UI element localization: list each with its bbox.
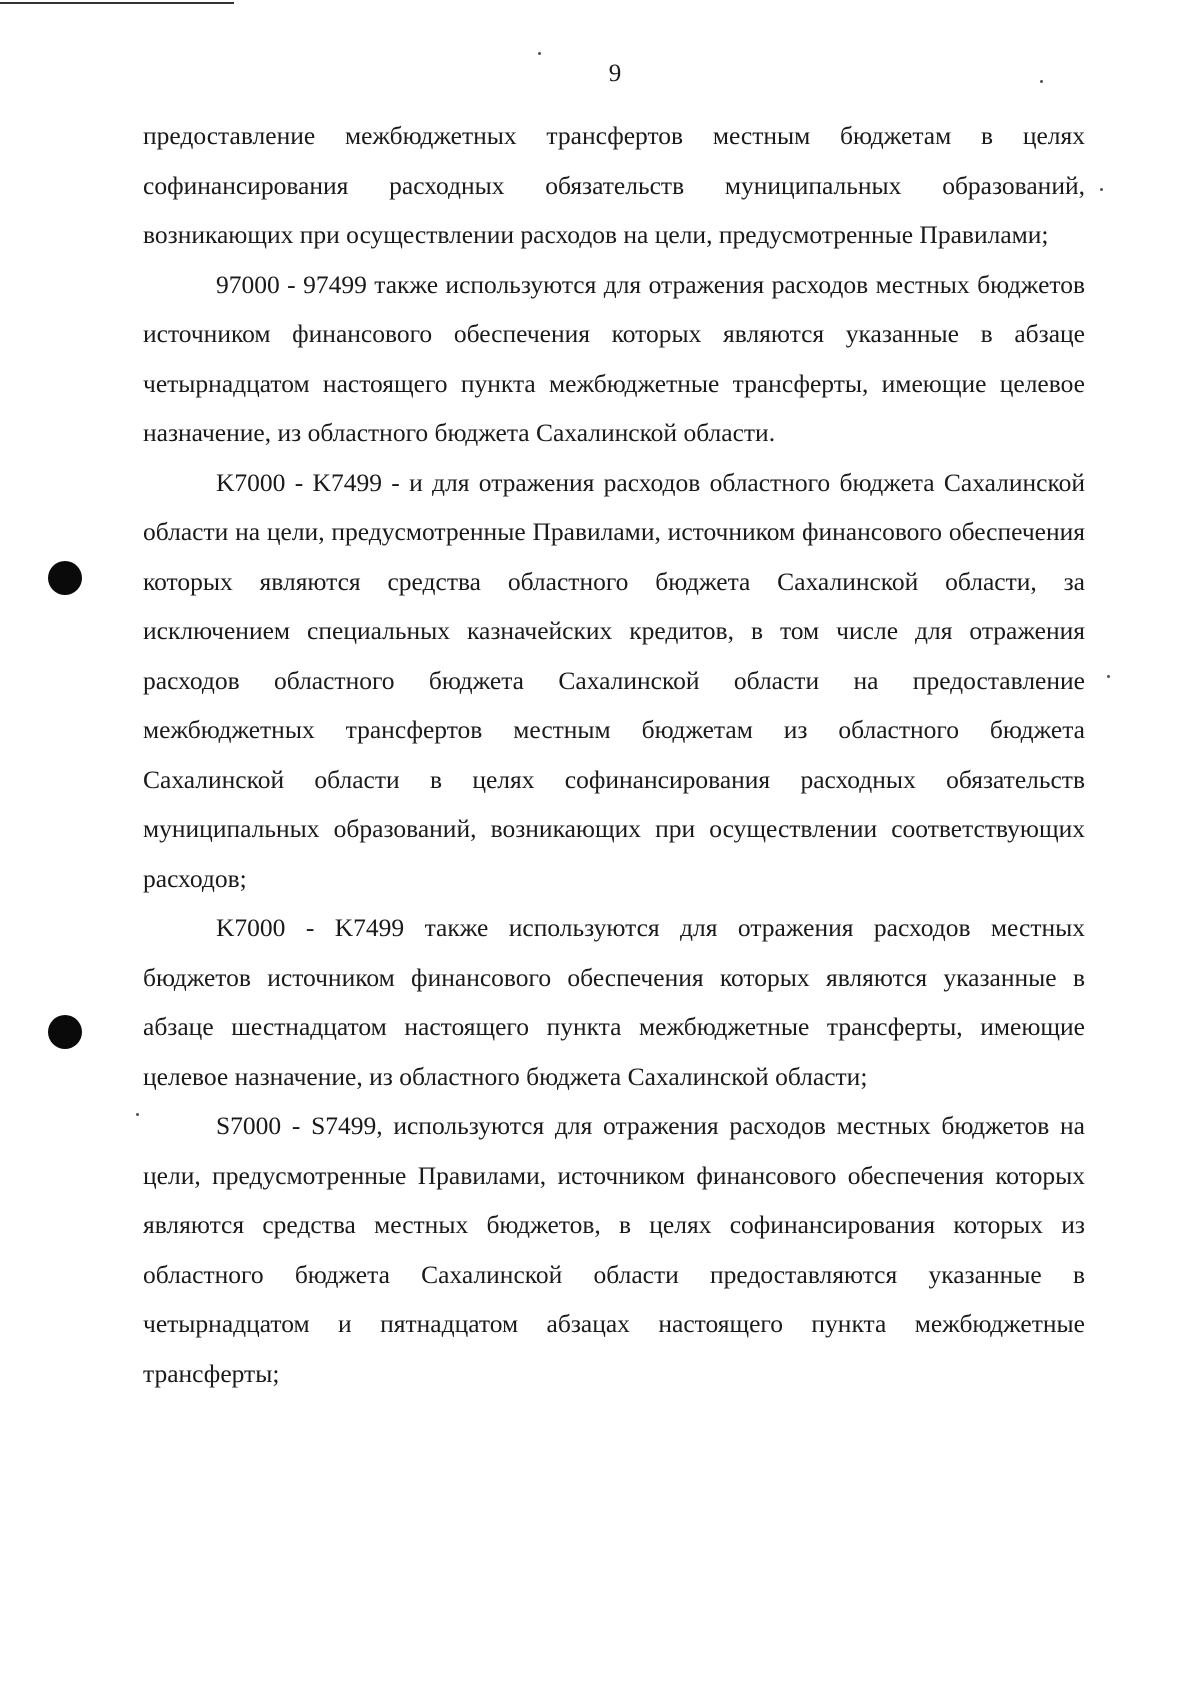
paragraph-97000: 97000 - 97499 также используются для отражения расходов местных бюджетов источником финансового обеспечения которых являются указанные в абзаце четырнадцатом настоящего пункта межбюджетные трансферты, имеющие целевое назначение, из областного бюджета Сахалинской области. bbox=[143, 269, 1085, 447]
punch-hole-upper bbox=[48, 561, 82, 595]
scan-speck bbox=[1107, 675, 1110, 678]
scan-speck bbox=[538, 52, 541, 55]
paragraph-k7000-local: K7000 - K7499 также используются для отражения расходов местных бюджетов источником финансового обеспечения которых являются указанные в абзаце шестнадцатом настоящего пункта межбюджетные трансферты, имеющие целевое назначение, из областного бюджета Сахалинской области; bbox=[143, 913, 1085, 1091]
punch-hole-lower bbox=[48, 1015, 82, 1049]
document-body bbox=[143, 111, 1085, 1398]
top-edge-rule bbox=[0, 2, 234, 4]
scan-speck bbox=[136, 1113, 139, 1116]
scan-speck bbox=[1040, 80, 1043, 83]
paragraph-s7000: S7000 - S7499, используются для отражения расходов местных бюджетов на цели, предусмотренные Правилами, источником финансового обеспечения которых являются средства местных бюджетов, в целях софинансирования которых из областного бюджета Сахалинской области предоставляются указанные в четырнадцатом и пятнадцатом абзацах настоящего пункта межбюджетные трансферты; bbox=[143, 1111, 1085, 1388]
scan-speck bbox=[1100, 188, 1103, 191]
paragraph-k7000-regional: K7000 - K7499 - и для отражения расходов областного бюджета Сахалинской области на цели, предусмотренные Правилами, источником финансового обеспечения которых являются средства областного бюджета Сахалинской области, за исключением специальных казначейских кредитов, в том числе для отражения расходов областного бюджета Сахалинской области на предоставление межбюджетных трансфертов местным бюджетам из областного бюджета Сахалинской области в целях софинансирования расходных обязательств муниципальных образований, возникающих при осуществлении соответствующих расходов; bbox=[143, 467, 1085, 893]
page-number: 9 bbox=[608, 60, 622, 87]
paragraph-continuation: предоставление межбюджетных трансфертов местным бюджетам в целях софинансирования расходных обязательств муниципальных образований, возникающих при осуществлении расходов на цели, предусмотренные Правилами; bbox=[143, 121, 1085, 249]
